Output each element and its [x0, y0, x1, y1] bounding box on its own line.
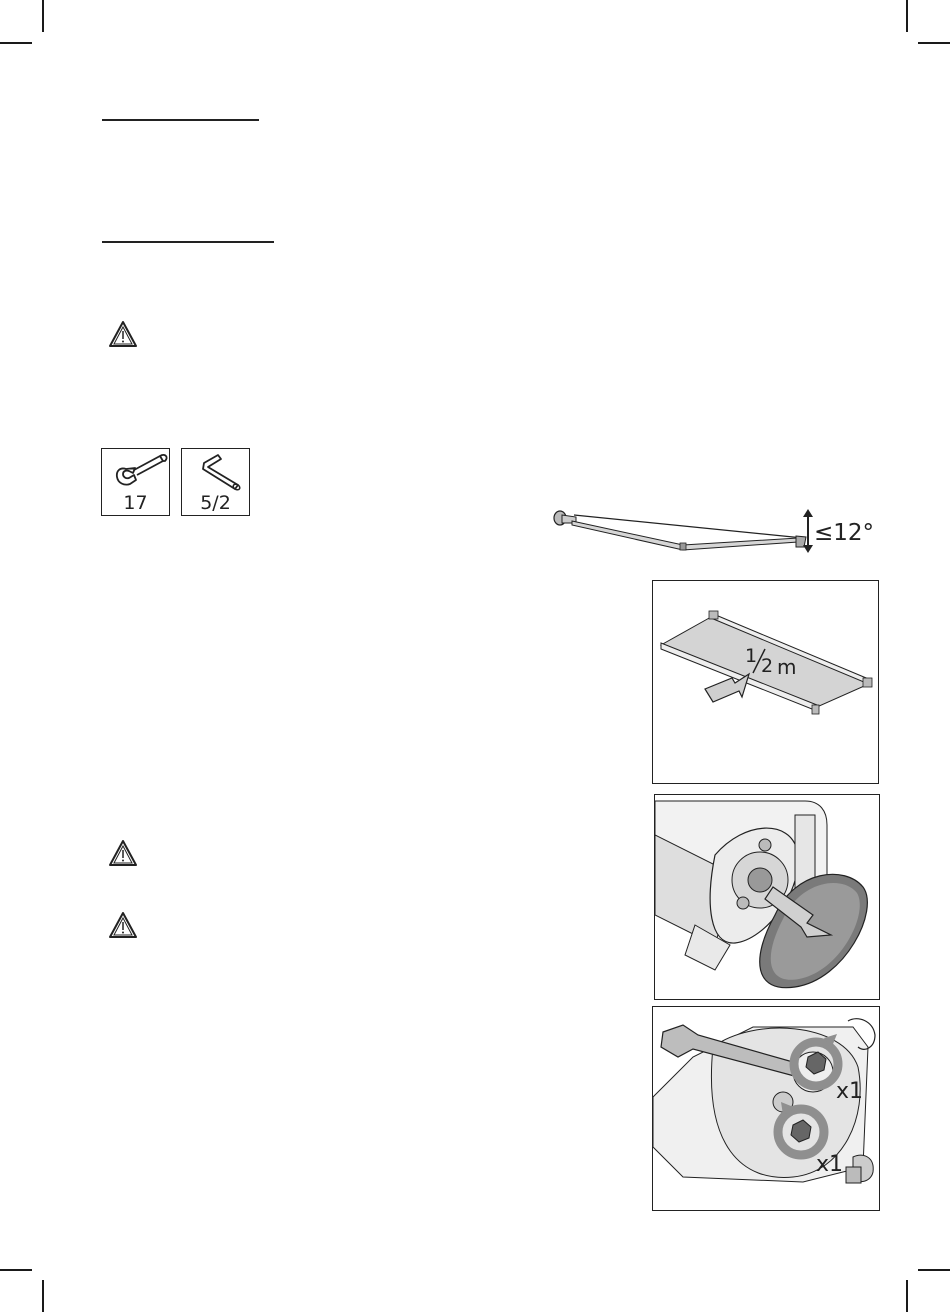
heading-rule-2 — [102, 241, 274, 243]
tool-allen-box — [181, 448, 250, 516]
tool-wrench-box — [101, 448, 170, 516]
tilt-angle-label: ≤12° — [814, 520, 875, 546]
warning-triangle-icon — [108, 320, 138, 348]
figure-extend-half-meter — [652, 580, 879, 784]
awning-extend-illustration — [653, 581, 879, 784]
crop-mark-bottom-left-v — [42, 1280, 44, 1312]
crop-mark-top-right-v — [906, 0, 908, 32]
crop-mark-top-right-h — [918, 42, 950, 44]
wrench-size-label: 17 — [123, 492, 148, 514]
crop-mark-top-left-h — [0, 42, 32, 44]
crop-mark-bottom-left-h — [0, 1269, 32, 1271]
bolt-count-top-label: x1 — [836, 1079, 864, 1104]
fraction-denominator: 2 — [761, 655, 774, 677]
warning-triangle-icon — [108, 911, 138, 939]
figure-loosen-bolts — [652, 1006, 880, 1211]
crop-mark-bottom-right-h — [918, 1269, 950, 1271]
end-cap-removal-illustration — [655, 795, 880, 1000]
crop-mark-top-left-v — [42, 0, 44, 32]
heading-rule-1 — [102, 119, 259, 121]
extend-unit-label: m — [777, 655, 797, 679]
bolt-count-bottom-label: x1 — [816, 1152, 844, 1177]
figure-remove-end-cap — [654, 794, 880, 1000]
awning-tilt-illustration — [548, 505, 818, 555]
crop-mark-bottom-right-v — [906, 1280, 908, 1312]
allen-size-label: 5/2 — [200, 492, 231, 514]
bolt-loosening-illustration — [653, 1007, 880, 1211]
fraction-numerator: 1 — [745, 645, 758, 667]
warning-triangle-icon — [108, 839, 138, 867]
